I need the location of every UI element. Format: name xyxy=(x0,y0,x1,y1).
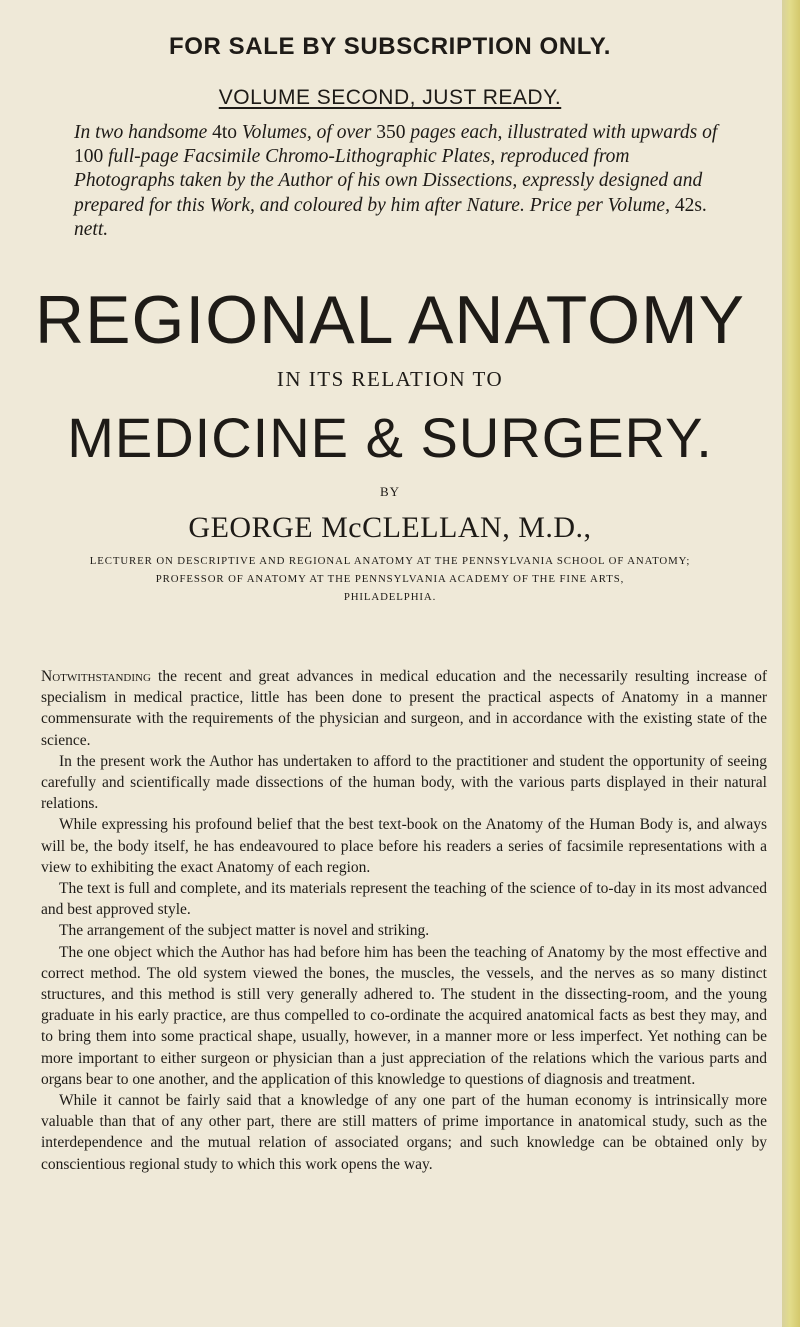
intro-part-1: In two handsome xyxy=(74,122,208,143)
intro-part-2: Volumes, of over xyxy=(241,122,372,143)
body-paragraph-1 xyxy=(41,666,767,751)
body-lead-word: Notwithstanding xyxy=(41,668,151,685)
author-credential-3: PHILADELPHIA. xyxy=(343,591,437,603)
by-line: BY xyxy=(379,484,401,499)
title-relation: IN ITS RELATION TO xyxy=(276,367,504,391)
intro-part-5: nett. xyxy=(74,218,109,240)
body-paragraph-4: The text is full and complete, and its materials represent the teaching of the science of to-day in its most advanced and best approved style. xyxy=(41,880,767,919)
description-body xyxy=(41,666,767,1175)
body-paragraph-6: The one object which the Author has had before him has been the teaching of Anatomy by the most effective and correct method. The old system viewed the bones, the muscles, the vessels, and the nerves as so many distinct structures, and this method is still very generally adhered to. The student in the dissecting-room, and the young graduate in his early practice, are thus compelled to co-ordinate the acquired anatomical facts as best they may, and to bring them into some practical shape, usually, however, in a manner more or less imperfect. Yet nothing can be more important to either surgeon or physician than a just appreciation of the relations which the various parts and organs bear to one another, and the application of this knowledge to questions of diagnosis and treatment. xyxy=(41,943,767,1088)
intro-part-4: full-page Facsimile Chromo-Lithographic Plates, reproduced from Photographs taken by the Author of his own Dissections, expressly designed and prepared for this Work, and coloured by him after Nature. Price per Volume, xyxy=(74,146,703,216)
author-credential-2: PROFESSOR OF ANATOMY AT THE PENNSYLVANIA ACADEMY OF THE FINE ARTS, xyxy=(155,573,625,585)
body-paragraph-3: While expressing his profound belief that the best text-book on the Anatomy of the Human Body is, and always will be, the body itself, he has endeavoured to place before his readers a series of facsimile representations with a view to exhibiting the exact Anatomy of each region. xyxy=(41,816,767,876)
body-paragraph-5: The arrangement of the subject matter is novel and striking. xyxy=(59,922,430,940)
intro-price: 42s. xyxy=(674,194,707,216)
author-credential-1: LECTURER ON DESCRIPTIVE AND REGIONAL ANATOMY AT THE PENNSYLVANIA SCHOOL OF ANATOMY; xyxy=(89,555,691,567)
body-paragraph-2: In the present work the Author has undertaken to afford to the practitioner and student the opportunity of seeing carefully and scientifically made dissections of the human body, with the various parts displayed in their natural relations. xyxy=(41,752,767,813)
book-subtitle: MEDICINE & SURGERY. xyxy=(67,406,713,469)
intro-plate-count: 100 xyxy=(74,146,104,168)
volume-heading-text: VOLUME SECOND, JUST READY. xyxy=(218,86,562,109)
intro-page-count: 350 xyxy=(376,122,406,143)
author-name: GEORGE McCLELLAN, M.D., xyxy=(188,511,592,544)
volume-heading xyxy=(0,86,780,110)
book-title: REGIONAL ANATOMY xyxy=(34,282,745,358)
intro-part-3: pages each, illustrated with upwards of xyxy=(410,122,718,143)
page-edge-strip xyxy=(782,0,800,1327)
subscription-heading: FOR SALE BY SUBSCRIPTION ONLY. xyxy=(168,33,612,60)
intro-paragraph xyxy=(74,121,734,242)
body-paragraph-1-text: the recent and great advances in medical education and the necessarily resulting increase of specialism in medical practice, little has been done to present the practical aspects of Anatomy in a manner commensurate with the requirements of the physician and surgeon, and in accordance with the existing state of the science. xyxy=(41,668,767,749)
body-paragraph-7: While it cannot be fairly said that a knowledge of any one part of the human economy is intrinsically more valuable than that of any other part, there are still matters of prime importance in anatomical study, such as the interdependence and the mutual relation of associated organs; and such knowledge can be obtained only by conscientious regional study to which this work opens the way. xyxy=(41,1092,767,1173)
intro-volume-size: 4to xyxy=(212,122,238,143)
